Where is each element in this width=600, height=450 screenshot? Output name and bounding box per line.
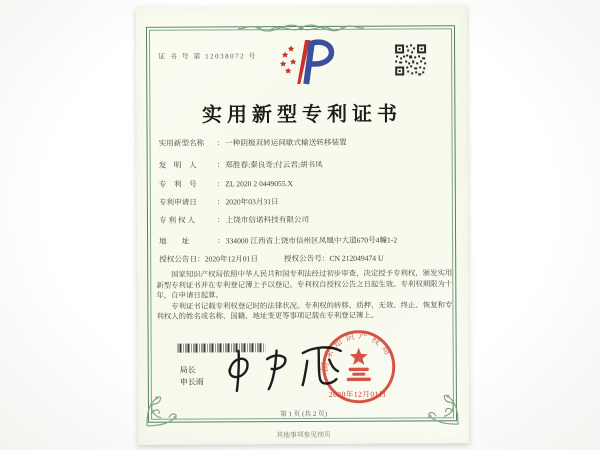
field-utility-model-name	[159, 136, 449, 149]
director-block	[180, 365, 204, 389]
field-label: 地 址	[159, 236, 190, 246]
field-label: 专 利 权 人	[158, 215, 196, 225]
grant-number-label: 授权公告号	[283, 253, 322, 264]
field-label: 发 明 人	[158, 160, 197, 170]
field-label: 专利申请日	[158, 197, 197, 207]
field-patent-number	[159, 177, 449, 190]
page-footer: 第 1 页 (共 2 页)	[279, 410, 328, 419]
legal-paragraph-2: 专利证书记载专利权登记时的法律状况。专利权的转移、质押、无效、终止、恢复和专利权人的姓名或名称、国籍、地址变更等事项记载在专利登记簿上。	[156, 299, 453, 322]
field-label: 专 利 号	[158, 179, 197, 189]
grant-date-label: 授权公告日	[159, 254, 198, 264]
continuation-note: 其他事项参见续页	[276, 431, 331, 440]
legal-text	[156, 268, 452, 323]
field-value: 一种阴极双转运间歇式输送转移装置	[225, 137, 347, 148]
field-separator: ：	[217, 236, 225, 246]
cnipa-patent-logo-icon	[278, 36, 336, 88]
field-patentee	[159, 213, 449, 226]
svg-text:国家知识产权局	[320, 329, 395, 372]
director-name: 申长雨	[179, 377, 204, 387]
field-separator: ：	[216, 215, 225, 225]
certificate-title: 实用新型专利证书	[201, 103, 402, 127]
field-address	[159, 234, 449, 247]
certificate-paper	[136, 5, 469, 445]
field-label: 实用新型名称	[158, 138, 205, 148]
field-separator: ：	[197, 254, 205, 264]
field-application-date	[159, 195, 449, 208]
field-separator: ：	[216, 179, 225, 189]
field-separator: ：	[321, 253, 330, 263]
field-separator: ：	[216, 138, 225, 148]
field-value: 334000 江西省上饶市信州区凤凰中大道670号4幢1-2	[225, 235, 398, 246]
field-grant-announcement	[159, 252, 449, 265]
field-inventors	[159, 158, 449, 171]
grant-number-value: CN 212049474 U	[329, 253, 384, 263]
qr-code-icon	[394, 43, 427, 76]
field-value: 上饶市信诺科技有限公司	[225, 214, 310, 225]
field-separator: ：	[216, 197, 225, 207]
grant-date-value: 2020年12月01日	[204, 254, 258, 264]
certificate-number: 证 书 号 第 12038072 号	[158, 52, 257, 61]
legal-paragraph-1: 国家知识产权局依照中华人民共和国专利法经过初步审查，决定授予专利权，颁发实用新型专利证书并在专利登记簿上予以登记。专利权自授权公告之日起生效。专利权期限为十年，自申请日起算。	[156, 268, 453, 300]
field-value: 郑胜春;秦良奇;付云君;胡书凤	[225, 159, 323, 170]
field-value: ZL 2020 2 0449055.X	[225, 179, 294, 189]
director-title: 局长	[179, 365, 196, 375]
seal-org-text: 国家知识产权局	[319, 330, 395, 373]
seal-date: 2020年12月01日	[328, 389, 387, 399]
field-separator: ：	[216, 160, 225, 170]
field-value: 2020年03月31日	[225, 197, 279, 207]
